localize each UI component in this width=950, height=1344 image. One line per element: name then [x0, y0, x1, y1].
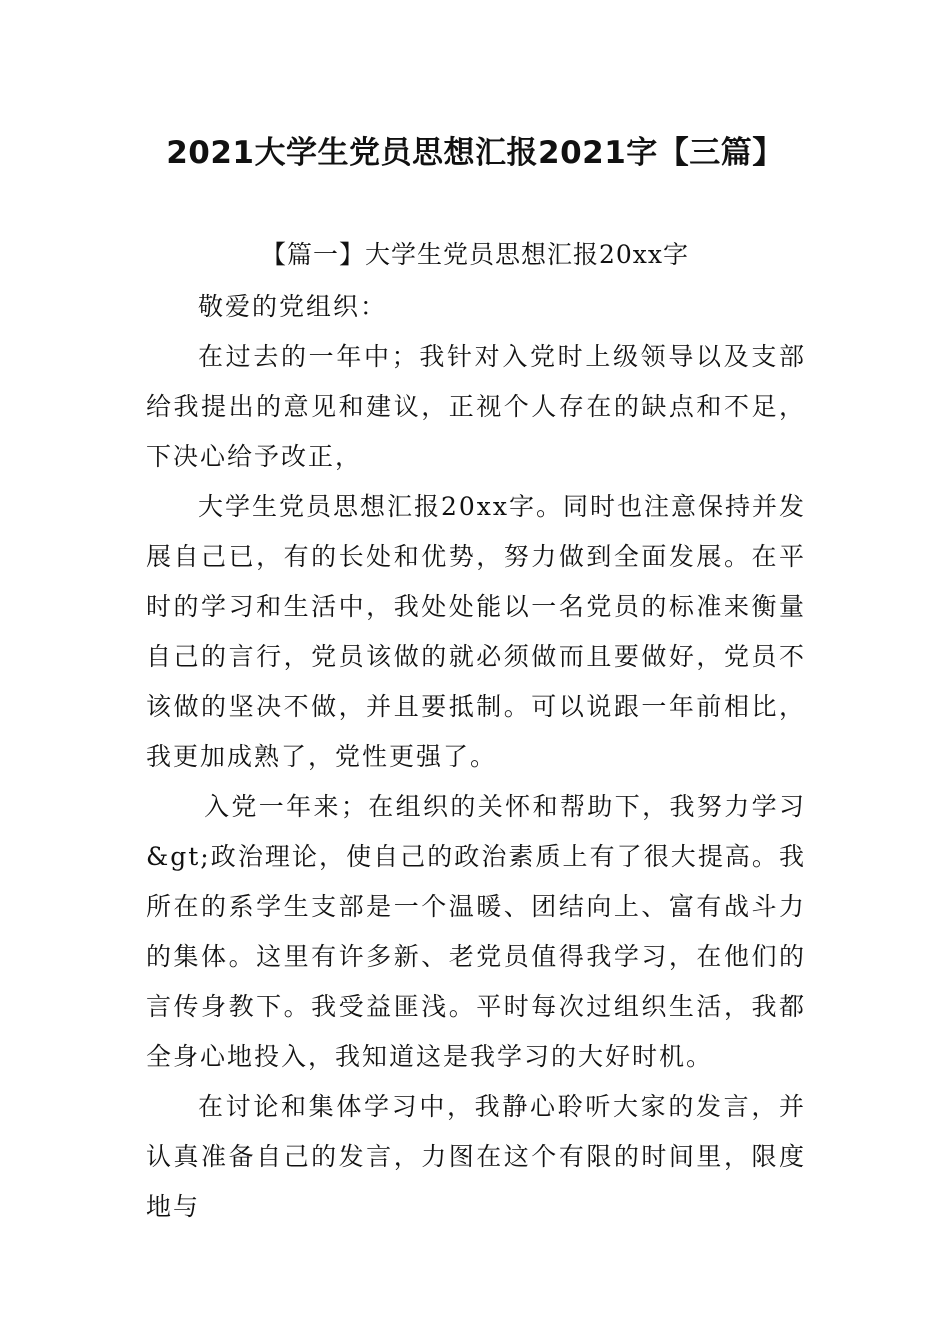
- paragraph: 大学生党员思想汇报20xx字。同时也注意保持并发展自己已，有的长处和优势，努力做到全面发展。在平时的学习和生活中，我处处能以一名党员的标准来衡量自己的言行，党员该做的就必须做而且要做好，党员不该做的坚决不做，并且要抵制。可以说跟一年前相比，我更加成熟了，党性更强了。: [146, 492, 807, 771]
- paragraph: 入党一年来；在组织的关怀和帮助下，我努力学习&gt;政治理论，使自己的政治素质上有了很大提高。我所在的系学生支部是一个温暖、团结向上、富有战斗力的集体。这里有许多新、老党员值得我学习，在他们的言传身教下。我受益匪浅。平时每次过组织生活，我都全身心地投入，我知道这是我学习的大好时机。: [146, 792, 806, 1071]
- document-title: 2021大学生党员思想汇报2021字【三篇】: [166, 135, 784, 171]
- salutation: 敬爱的党组织：: [198, 292, 388, 321]
- paragraph: 在过去的一年中；我针对入党时上级领导以及支部给我提出的意见和建议，正视个人存在的缺点和不足，下决心给予改正，: [146, 342, 806, 471]
- paragraph: 在讨论和集体学习中，我静心聆听大家的发言，并认真准备自己的发言，力图在这个有限的时间里，限度地与: [146, 1092, 806, 1221]
- section-heading: 【篇一】大学生党员思想汇报20xx字: [260, 240, 689, 269]
